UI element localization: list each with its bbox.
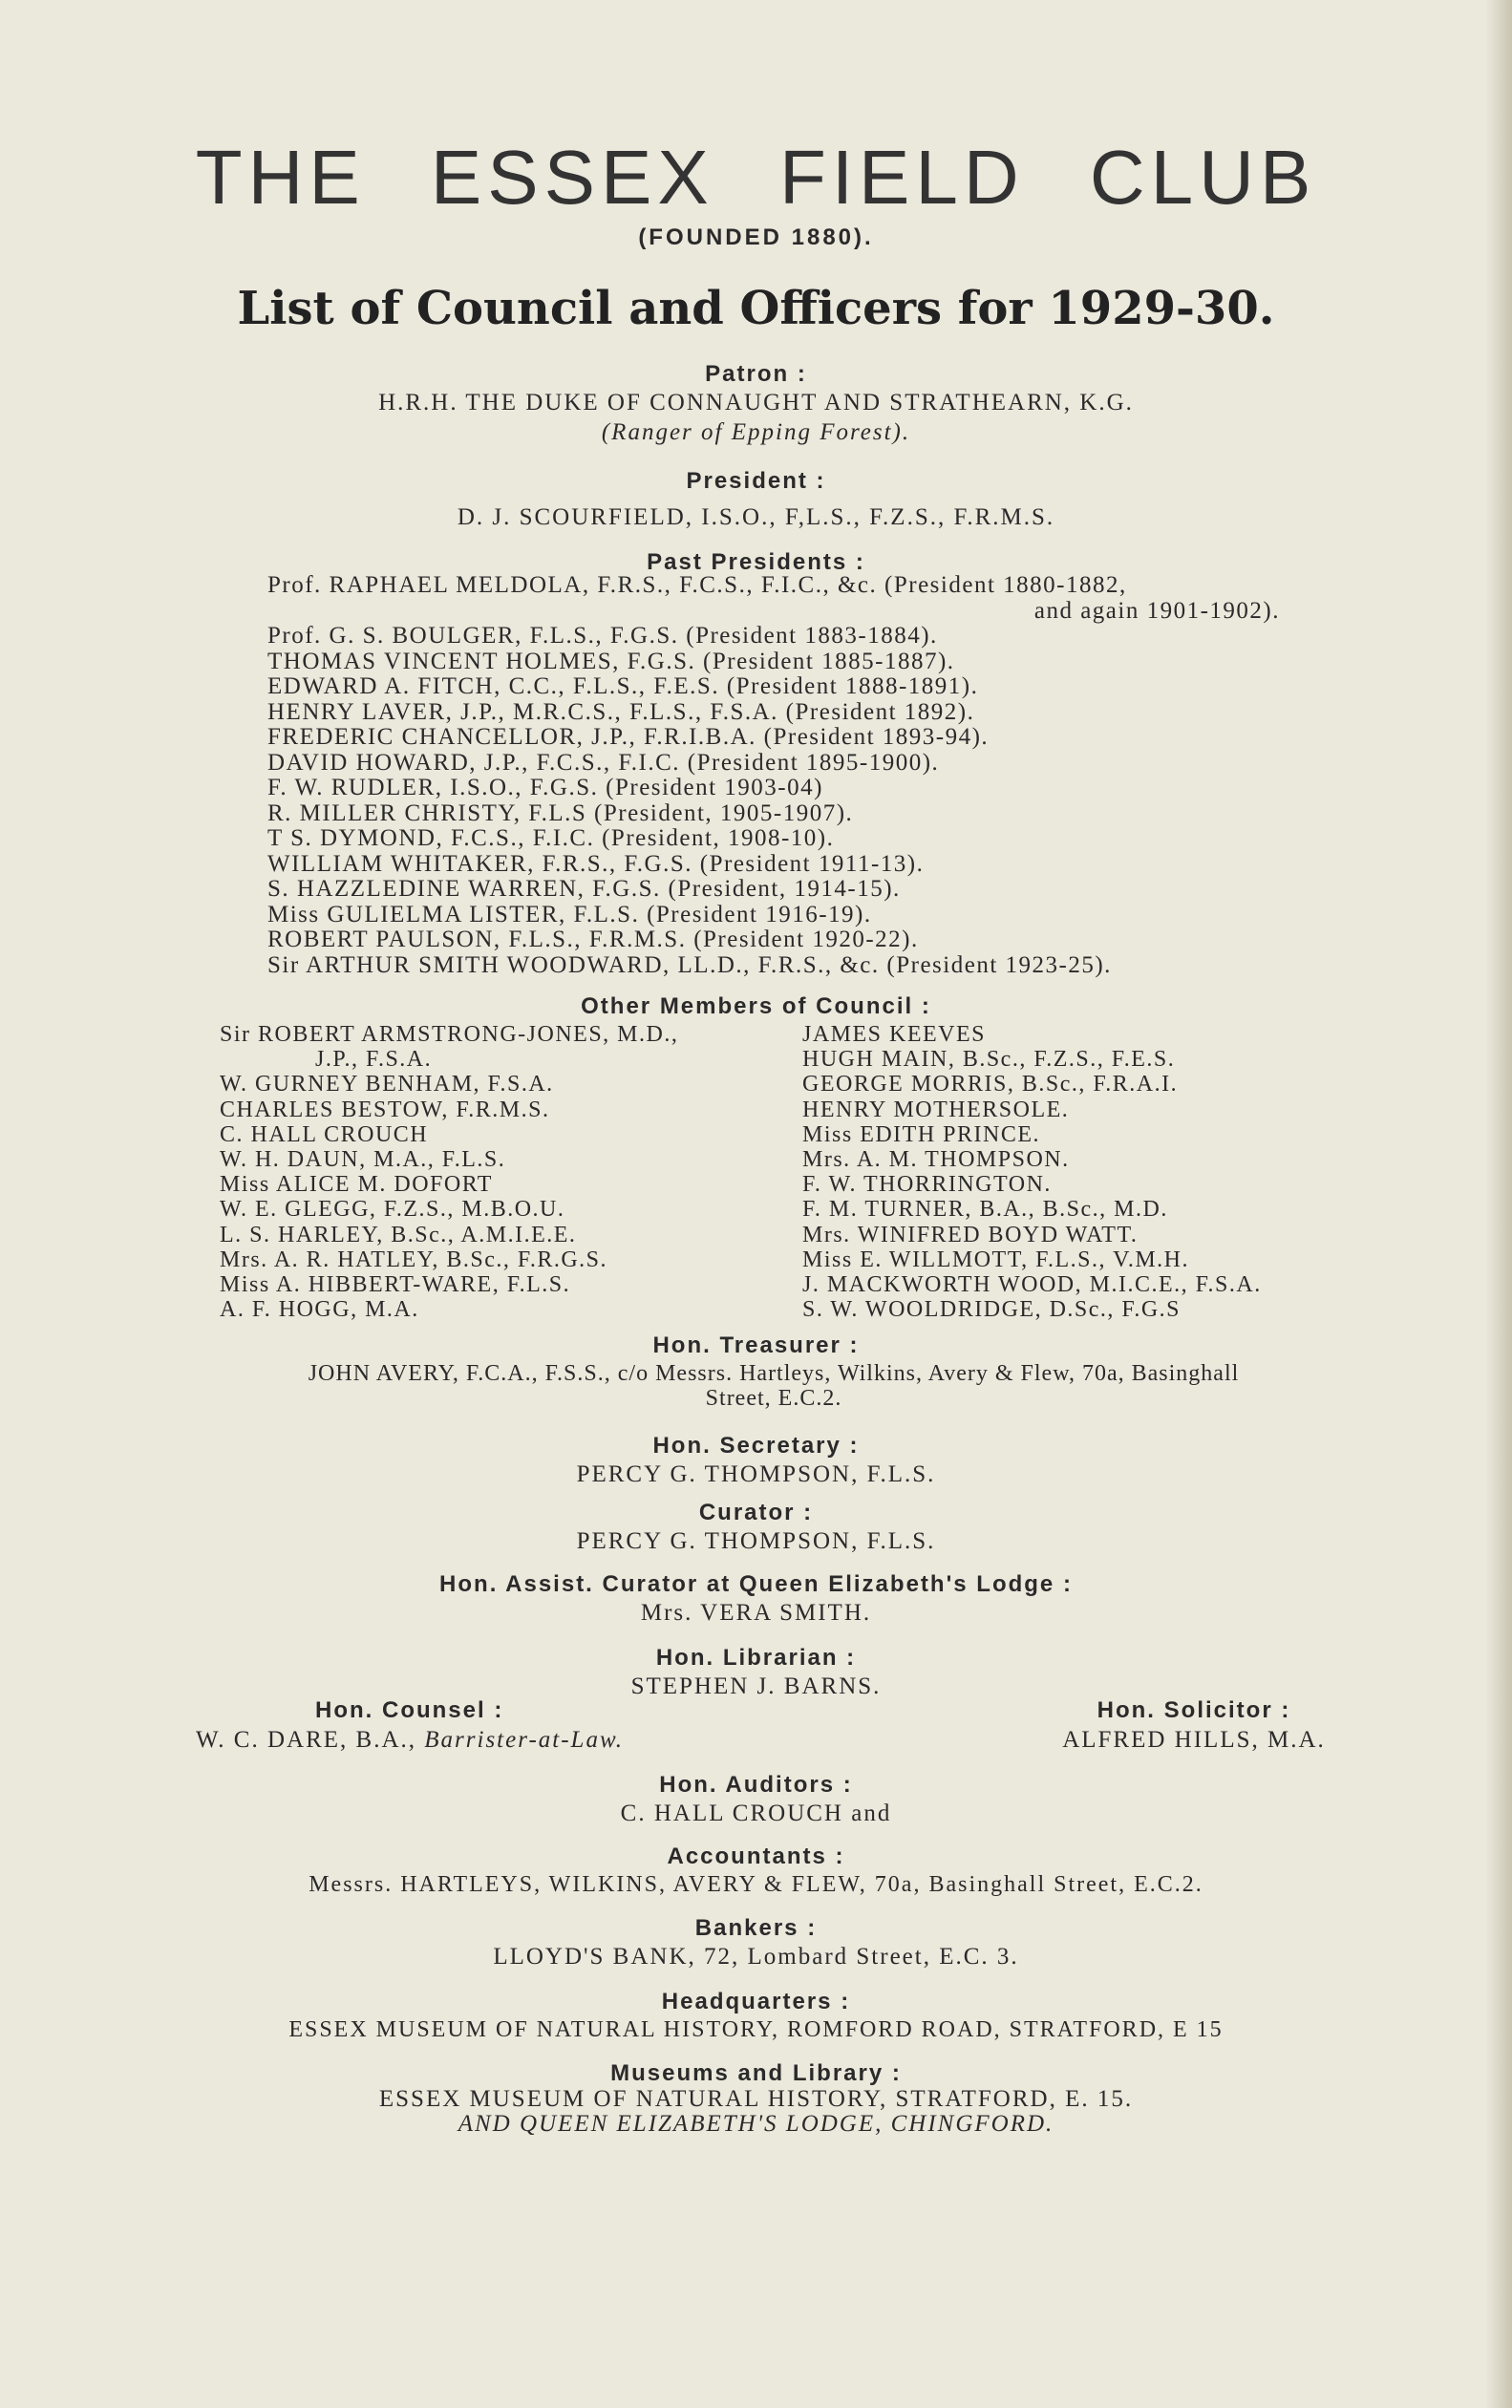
council-right-column bbox=[802, 1022, 1337, 1322]
past-presidents-heading: Past Presidents : bbox=[647, 549, 865, 575]
counsel-heading: Hon. Counsel : bbox=[315, 1697, 504, 1723]
list-item: Miss A. HIBBERT-WARE, F.L.S. bbox=[220, 1272, 571, 1298]
list-item: HENRY LAVER, J.P., M.R.C.S., F.L.S., F.S.A. (President 1892). bbox=[267, 698, 975, 725]
list-item: W. E. GLEGG, F.Z.S., M.B.O.U. bbox=[220, 1197, 565, 1223]
list-item: HUGH MAIN, B.Sc., F.Z.S., F.E.S. bbox=[802, 1047, 1176, 1073]
list-item: CHARLES BESTOW, F.R.M.S. bbox=[220, 1097, 550, 1122]
auditors-heading: Hon. Auditors : bbox=[659, 1772, 853, 1798]
secretary-name: PERCY G. THOMPSON, F.L.S. bbox=[576, 1461, 936, 1487]
list-item: GEORGE MORRIS, B.Sc., F.R.A.I. bbox=[802, 1072, 1179, 1097]
list-item: W. H. DAUN, M.A., F.L.S. bbox=[220, 1147, 506, 1173]
council-heading-wrap bbox=[0, 993, 1512, 1020]
list-item: T S. DYMOND, F.C.S., F.I.C. (President, 1908-10). bbox=[267, 825, 835, 851]
subtitle: List of Council and Officers for 1929-30. bbox=[237, 282, 1275, 335]
list-item: J.P., F.S.A. bbox=[315, 1047, 433, 1073]
list-item: Mrs. A. R. HATLEY, B.Sc., F.R.G.S. bbox=[220, 1247, 608, 1272]
accountants-heading: Accountants : bbox=[667, 1843, 845, 1869]
list-item: Sir ARTHUR SMITH WOODWARD, LL.D., F.R.S., &c. (President 1923-25). bbox=[267, 951, 1112, 978]
treasurer-line-2: Street, E.C.2. bbox=[705, 1386, 842, 1411]
curator-section bbox=[0, 1500, 1512, 1556]
solicitor-name: ALFRED HILLS, M.A. bbox=[1062, 1727, 1326, 1753]
list-item: DAVID HOWARD, J.P., F.C.S., F.I.C. (President 1895-1900). bbox=[267, 749, 940, 776]
list-item: ROBERT PAULSON, F.L.S., F.R.M.S. (President 1920-22). bbox=[267, 927, 919, 952]
list-item: Sir ROBERT ARMSTRONG-JONES, M.D., bbox=[220, 1022, 679, 1047]
list-item: FREDERIC CHANCELLOR, J.P., F.R.I.B.A. (President 1893-94). bbox=[267, 724, 990, 750]
librarian-section bbox=[0, 1645, 1512, 1701]
librarian-name: STEPHEN J. BARNS. bbox=[630, 1673, 882, 1699]
bankers-heading: Bankers : bbox=[694, 1915, 818, 1941]
solicitor-heading: Hon. Solicitor : bbox=[1097, 1697, 1291, 1723]
headquarters-heading: Headquarters : bbox=[661, 1989, 851, 2014]
list-item: A. F. HOGG, M.A. bbox=[220, 1297, 419, 1323]
treasurer-heading-wrap bbox=[0, 1332, 1512, 1359]
bankers-section bbox=[0, 1915, 1512, 1971]
president-section bbox=[0, 468, 1512, 532]
headquarters-name: ESSEX MUSEUM OF NATURAL HISTORY, ROMFORD ROAD, STRATFORD, E 15 bbox=[288, 2017, 1224, 2042]
president-name: D. J. SCOURFIELD, I.S.O., F,L.S., F.Z.S., F.R.M.S. bbox=[457, 504, 1055, 530]
list-item: L. S. HARLEY, B.Sc., A.M.I.E.E. bbox=[220, 1222, 577, 1247]
list-item: R. MILLER CHRISTY, F.L.S (President, 1905-1907). bbox=[267, 799, 854, 826]
assist-curator-name: Mrs. VERA SMITH. bbox=[640, 1600, 872, 1626]
auditors-section bbox=[0, 1772, 1512, 1828]
treasurer-heading: Hon. Treasurer : bbox=[652, 1332, 860, 1358]
list-item: C. HALL CROUCH bbox=[220, 1121, 429, 1147]
curator-name: PERCY G. THOMPSON, F.L.S. bbox=[576, 1528, 936, 1554]
list-item: W. GURNEY BENHAM, F.S.A. bbox=[220, 1072, 554, 1097]
list-item: S. HAZZLEDINE WARREN, F.G.S. (President, 1914-15). bbox=[267, 876, 901, 902]
counsel-section bbox=[196, 1695, 673, 1755]
list-item: Mrs. A. M. THOMPSON. bbox=[802, 1147, 1070, 1173]
list-item: Miss E. WILLMOTT, F.L.S., V.M.H. bbox=[802, 1247, 1189, 1272]
curator-heading: Curator : bbox=[698, 1500, 814, 1525]
patron-section bbox=[0, 361, 1512, 447]
list-item: S. W. WOOLDRIDGE, D.Sc., F.G.S bbox=[802, 1297, 1181, 1323]
list-item: EDWARD A. FITCH, C.C., F.L.S., F.E.S. (President 1888-1891). bbox=[267, 673, 979, 699]
assist-curator-section bbox=[0, 1571, 1512, 1628]
council-heading: Other Members of Council : bbox=[581, 993, 931, 1019]
list-item: THOMAS VINCENT HOLMES, F.G.S. (President 1885-1887). bbox=[267, 648, 955, 674]
list-item: F. W. THORRINGTON. bbox=[802, 1172, 1052, 1198]
treasurer-line-1: JOHN AVERY, F.C.A., F.S.S., c/o Messrs. Hartleys, Wilkins, Avery & Flew, 70a, Basinghall bbox=[308, 1361, 1240, 1386]
list-item: F. W. RUDLER, I.S.O., F.G.S. (President 1903-04) bbox=[267, 775, 823, 800]
solicitor-section bbox=[1032, 1695, 1356, 1755]
list-item: and again 1901-1902). bbox=[1033, 597, 1280, 624]
patron-heading: Patron : bbox=[705, 361, 807, 387]
counsel-name: W. C. DARE, B.A., bbox=[196, 1727, 425, 1753]
patron-note: (Ranger of Epping Forest). bbox=[601, 419, 911, 445]
bankers-name: LLOYD'S BANK, 72, Lombard Street, E.C. 3. bbox=[493, 1944, 1019, 1970]
librarian-heading: Hon. Librarian : bbox=[655, 1645, 857, 1671]
secretary-section bbox=[0, 1433, 1512, 1489]
accountants-section bbox=[0, 1843, 1512, 1900]
council-left-column bbox=[220, 1022, 793, 1322]
list-item: Miss ALICE M. DOFORT bbox=[220, 1172, 493, 1198]
past-presidents-list bbox=[267, 573, 1280, 978]
assist-curator-heading: Hon. Assist. Curator at Queen Elizabeth's Lodge : bbox=[439, 1571, 1073, 1597]
museums-line-1: ESSEX MUSEUM OF NATURAL HISTORY, STRATFORD, E. 15. bbox=[378, 2086, 1134, 2112]
secretary-heading: Hon. Secretary : bbox=[652, 1433, 860, 1459]
museums-line-2: AND QUEEN ELIZABETH'S LODGE, CHINGFORD. bbox=[458, 2111, 1054, 2137]
founded-line: (FOUNDED 1880). bbox=[638, 224, 874, 250]
auditors-name: C. HALL CROUCH and bbox=[620, 1801, 892, 1826]
museums-heading: Museums and Library : bbox=[610, 2060, 902, 2086]
counsel-title: Barrister-at-Law. bbox=[424, 1727, 625, 1753]
list-item: JAMES KEEVES bbox=[802, 1022, 987, 1047]
accountants-name: Messrs. HARTLEYS, WILKINS, AVERY & FLEW, 70a, Basinghall Street, E.C.2. bbox=[309, 1872, 1203, 1897]
patron-name: H.R.H. THE DUKE OF CONNAUGHT AND STRATHEARN, K.G. bbox=[378, 390, 1134, 416]
list-item: Miss GULIELMA LISTER, F.L.S. (President 1916-19). bbox=[267, 901, 872, 927]
list-item: Prof. RAPHAEL MELDOLA, F.R.S., F.C.S., F.I.C., &c. (President 1880-1882, bbox=[267, 572, 1127, 598]
page-title: THE ESSEX FIELD CLUB bbox=[195, 135, 1317, 220]
list-item: J. MACKWORTH WOOD, M.I.C.E., F.S.A. bbox=[802, 1272, 1262, 1298]
headquarters-section bbox=[0, 1989, 1512, 2045]
list-item: F. M. TURNER, B.A., B.Sc., M.D. bbox=[802, 1197, 1168, 1223]
list-item: Miss EDITH PRINCE. bbox=[802, 1121, 1041, 1147]
museums-section bbox=[0, 2060, 1512, 2137]
list-item: HENRY MOTHERSOLE. bbox=[802, 1097, 1070, 1122]
list-item: Mrs. WINIFRED BOYD WATT. bbox=[802, 1222, 1139, 1247]
list-item: Prof. G. S. BOULGER, F.L.S., F.G.S. (President 1883-1884). bbox=[267, 623, 938, 649]
president-heading: President : bbox=[686, 468, 826, 494]
list-item: WILLIAM WHITAKER, F.R.S., F.G.S. (President 1911-13). bbox=[267, 850, 925, 877]
